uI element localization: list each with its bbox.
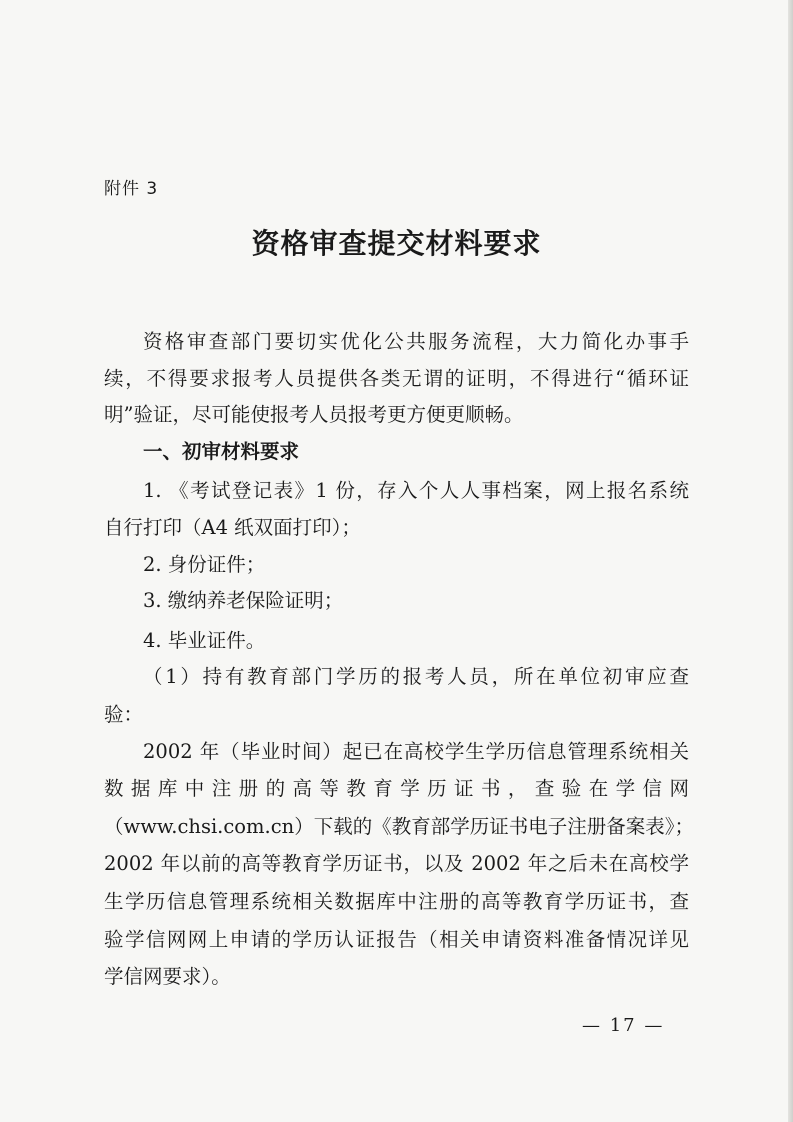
list-item: 2. 身份证件； xyxy=(143,553,266,576)
paragraph-line: 明”验证，尽可能使报考人员报考更方便更顺畅。 xyxy=(104,403,524,426)
paragraph-line: 数据库中注册的高等教育学历证书，查验在学信网 xyxy=(104,777,689,800)
list-item: 1. 《考试登记表》1 份，存入个人人事档案，网上报名系统 xyxy=(143,479,689,502)
list-item: 4. 毕业证件。 xyxy=(143,629,266,652)
paragraph-line: 学信网要求）。 xyxy=(104,965,231,988)
paragraph-line: 资格审查部门要切实优化公共服务流程，大力简化办事手 xyxy=(143,330,689,353)
section-heading: 一、初审材料要求 xyxy=(143,440,300,463)
document-title: 资格审查提交材料要求 xyxy=(251,227,542,260)
paragraph-line: 2002 年以前的高等教育学历证书，以及 2002 年之后未在高校学 xyxy=(104,852,689,875)
paragraph-line: 2002 年（毕业时间）起已在高校学生学历信息管理系统相关 xyxy=(143,740,689,763)
list-item-continuation: 自行打印（A4 纸双面打印）； xyxy=(104,516,361,539)
paragraph-line: 生学历信息管理系统相关数据库中注册的高等教育学历证书，查 xyxy=(104,890,689,913)
list-item: 3. 缴纳养老保险证明； xyxy=(143,589,344,612)
attachment-label: 附件 3 xyxy=(104,179,159,199)
paragraph-line: （1）持有教育部门学历的报考人员，所在单位初审应查 xyxy=(143,665,689,688)
paragraph-line: 续，不得要求报考人员提供各类无谓的证明，不得进行“循环证 xyxy=(104,367,689,390)
paragraph-line: （www.chsi.com.cn）下载的《教育部学历证书电子注册备案表》； xyxy=(104,815,694,838)
paragraph-line: 验学信网网上申请的学历认证报告（相关申请资料准备情况详见 xyxy=(104,928,689,951)
scan-edge xyxy=(788,0,793,1122)
page-number: — 17 — xyxy=(582,1015,665,1036)
paragraph-line: 验： xyxy=(104,703,144,726)
